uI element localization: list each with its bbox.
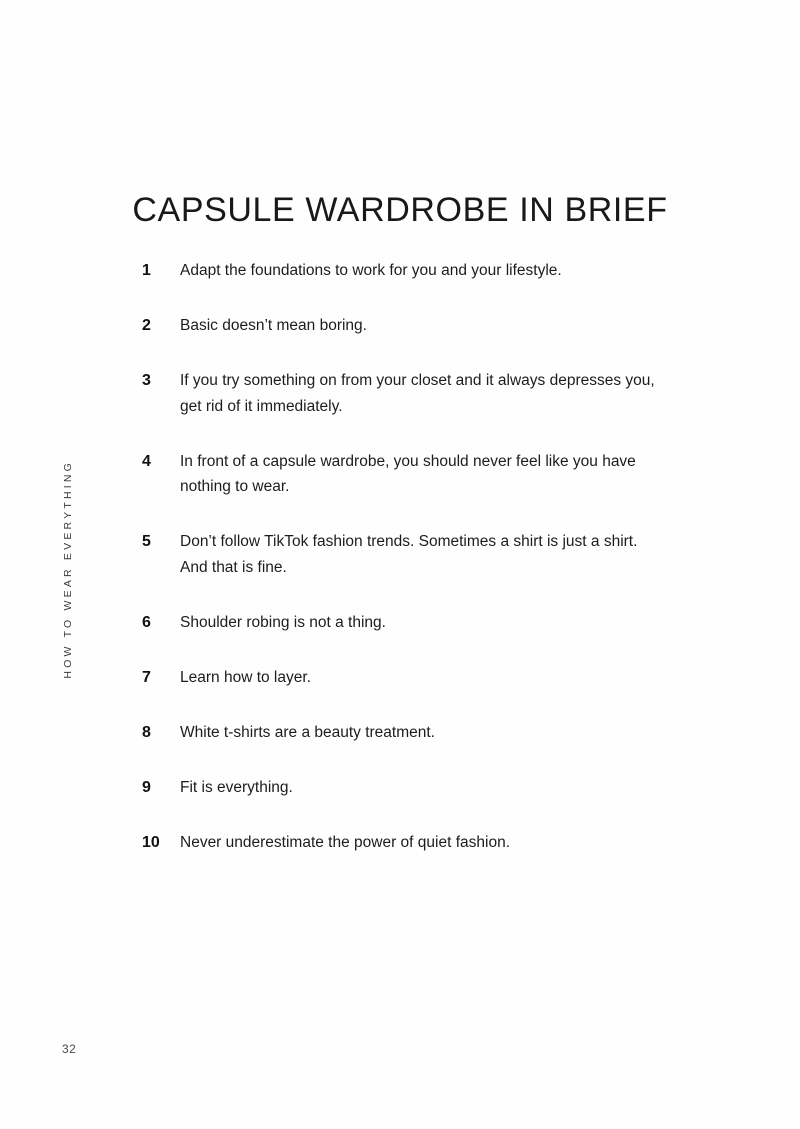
list-item: [142, 610, 662, 636]
running-head-label: HOW TO WEAR EVERYTHING: [62, 460, 74, 679]
list-item: [142, 258, 662, 284]
list-item-text: Never underestimate the power of quiet fashion.: [180, 833, 510, 851]
list-item: [142, 529, 662, 581]
page-title: CAPSULE WARDROBE IN BRIEF: [132, 190, 668, 229]
list-item-text: Don’t follow TikTok fashion trends. Sometimes a shirt is just a shirt. And that is fine.: [180, 533, 638, 577]
list-item-text: Learn how to layer.: [180, 668, 311, 686]
list-item: [142, 665, 662, 691]
list-item: [142, 775, 662, 801]
list-item: [142, 313, 662, 339]
list-item-text: Basic doesn’t mean boring.: [180, 316, 367, 334]
list-item-text: Shoulder robing is not a thing.: [180, 614, 386, 632]
numbered-list: [142, 258, 662, 856]
page-number: 32: [62, 1042, 77, 1056]
running-head: [56, 460, 80, 700]
list-item: [142, 830, 662, 856]
list-item-number: 3: [142, 371, 151, 389]
list-item-number: 9: [142, 778, 151, 796]
list-item: [142, 720, 662, 746]
list-item-text: Fit is everything.: [180, 778, 293, 796]
list-item-number: 7: [142, 668, 151, 686]
list-item-text: Adapt the foundations to work for you and your lifestyle.: [180, 262, 562, 279]
list-item-text: If you try something on from your closet and it always depresses you, get rid of it immediately.: [180, 371, 655, 415]
list-item-number: 4: [142, 452, 151, 470]
list-item-text: White t-shirts are a beauty treatment.: [180, 723, 435, 741]
list-item: [142, 449, 662, 501]
list-item: [142, 368, 662, 420]
list-item-number: 8: [142, 723, 151, 741]
list-item-number: 10: [142, 833, 160, 851]
list-item-number: 6: [142, 614, 151, 632]
list-item-number: 1: [142, 262, 151, 279]
list-item-number: 5: [142, 533, 151, 551]
list-item-text: In front of a capsule wardrobe, you should never feel like you have nothing to wear.: [180, 452, 636, 496]
list-item-number: 2: [142, 316, 151, 334]
